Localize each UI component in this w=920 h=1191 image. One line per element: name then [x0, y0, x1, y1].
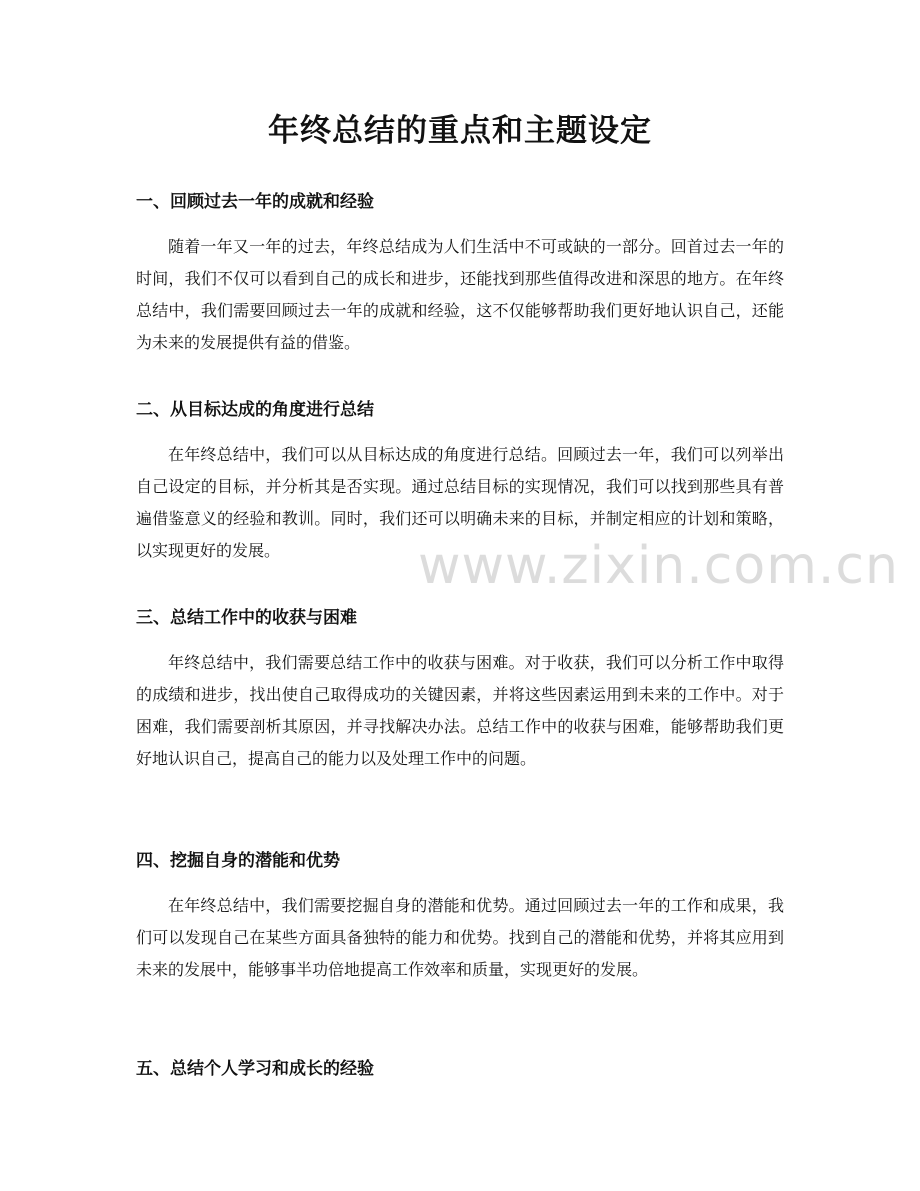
section-paragraph-1: 随着一年又一年的过去，年终总结成为人们生活中不可或缺的一部分。回首过去一年的时间，我们不仅可以看到自己的成长和进步，还能找到那些值得改进和深思的地方。在年终总结中，我们需要回顾过去一年的成就和经验，这不仅能够帮助我们更好地认识自己，还能为未来的发展提供有益的借鉴。: [136, 237, 784, 352]
page-title: 年终总结的重点和主题设定: [268, 113, 652, 149]
watermark-text: www.zixin.com.cn: [418, 536, 899, 596]
section-heading-2: 二、从目标达成的角度进行总结: [136, 400, 374, 420]
section-heading-3: 三、总结工作中的收获与困难: [136, 608, 357, 628]
section-paragraph-3: 年终总结中，我们需要总结工作中的收获与困难。对于收获，我们可以分析工作中取得的成绩和进步，找出使自己取得成功的关键因素，并将这些因素运用到未来的工作中。对于困难，我们需要剖析其原因，并寻找解决办法。总结工作中的收获与困难，能够帮助我们更好地认识自己，提高自己的能力以及处理工作中的问题。: [136, 653, 784, 768]
section-paragraph-2: 在年终总结中，我们可以从目标达成的角度进行总结。回顾过去一年，我们可以列举出自己设定的目标，并分析其是否实现。通过总结目标的实现情况，我们可以找到那些具有普遍借鉴意义的经验和教训。同时，我们还可以明确未来的目标，并制定相应的计划和策略，以实现更好的发展。: [136, 445, 784, 560]
section-heading-5: 五、总结个人学习和成长的经验: [136, 1059, 374, 1079]
section-paragraph-4: 在年终总结中，我们需要挖掘自身的潜能和优势。通过回顾过去一年的工作和成果，我们可以发现自己在某些方面具备独特的能力和优势。找到自己的潜能和优势，并将其应用到未来的发展中，能够事半功倍地提高工作效率和质量，实现更好的发展。: [136, 896, 784, 979]
section-heading-4: 四、挖掘自身的潜能和优势: [136, 851, 340, 871]
section-heading-1: 一、回顾过去一年的成就和经验: [136, 192, 374, 212]
